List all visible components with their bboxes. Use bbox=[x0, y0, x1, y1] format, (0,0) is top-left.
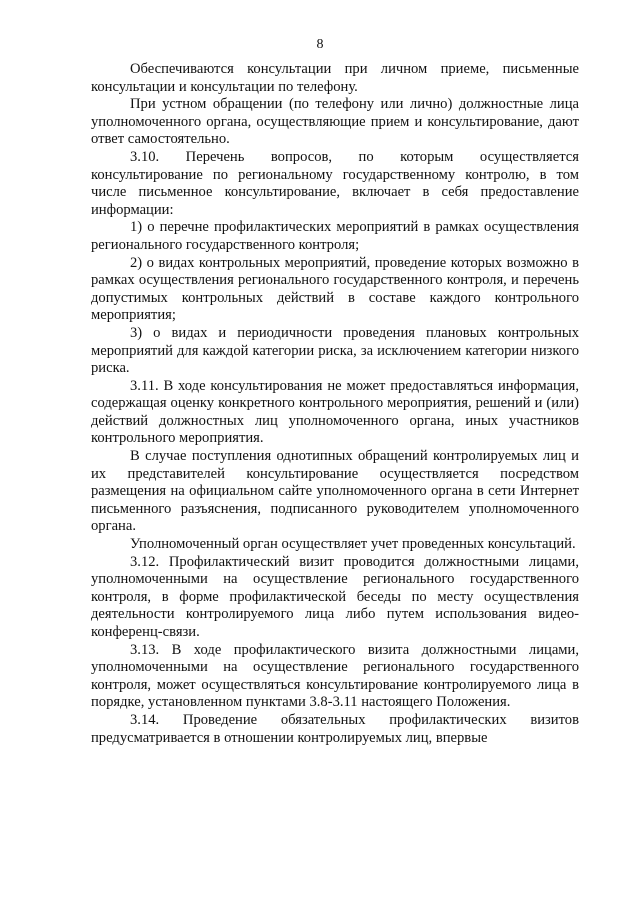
list-item-1: 1) о перечне профилактических мероприятий в рамках осуществления регионального государственного контроля; bbox=[91, 219, 579, 253]
document-body bbox=[91, 61, 579, 747]
list-item-2: 2) о видах контрольных мероприятий, проведение которых возможно в рамках осуществления регионального государственного контроля, и перечень допустимых контрольных действий в составе каждого контрольного мероприятия; bbox=[91, 254, 579, 324]
paragraph-consultation-forms: Обеспечиваются консультации при личном приеме, письменные консультации и консультации по телефону. bbox=[91, 61, 579, 95]
paragraph-similar-inquiries: В случае поступления однотипных обращений контролируемых лиц и их представителей консультирование осуществляется посредством размещения на официальном сайте уполномоченного органа в сети Интернет письменного разъяснения, подписанного руководителем уполномоченного органа. bbox=[91, 448, 579, 535]
paragraph-3-12: 3.12. Профилактический визит проводится должностными лицами, уполномоченными на осуществление регионального государственного контроля, в форме профилактической беседы по месту осуществления деятельности контролируемого лица либо путем использования видео-конференц-связи. bbox=[91, 553, 579, 640]
paragraph-3-14: 3.14. Проведение обязательных профилактических визитов предусматривается в отношении контролируемых лиц, впервые bbox=[91, 711, 579, 746]
page-number: 8 bbox=[316, 37, 324, 52]
paragraph-3-13: 3.13. В ходе профилактического визита должностными лицами, уполномоченными на осуществление регионального государственного контроля, может осуществляться консультирование контролируемого лица в порядке, установленном пунктами 3.8-3.11 настоящего Положения. bbox=[91, 641, 579, 711]
paragraph-consultation-record: Уполномоченный орган осуществляет учет проведенных консультаций. bbox=[130, 536, 576, 553]
list-item-3: 3) о видах и периодичности проведения плановых контрольных мероприятий для каждой категории риска, за исключением категории низкого риска. bbox=[91, 324, 579, 377]
paragraph-oral-inquiry: При устном обращении (по телефону или лично) должностные лица уполномоченного органа, осуществляющие прием и консультирование, дают ответ самостоятельно. bbox=[91, 96, 579, 148]
paragraph-3-10: 3.10. Перечень вопросов, по которым осуществляется консультирование по региональному государственному контролю, в том числе письменное консультирование, включает в себя предоставление информации: bbox=[91, 148, 579, 218]
paragraph-3-11: 3.11. В ходе консультирования не может предоставляться информация, содержащая оценку конкретного контрольного мероприятия, решений и (или) действий должностных лиц уполномоченного органа, иных участников контрольного мероприятия. bbox=[91, 377, 579, 447]
